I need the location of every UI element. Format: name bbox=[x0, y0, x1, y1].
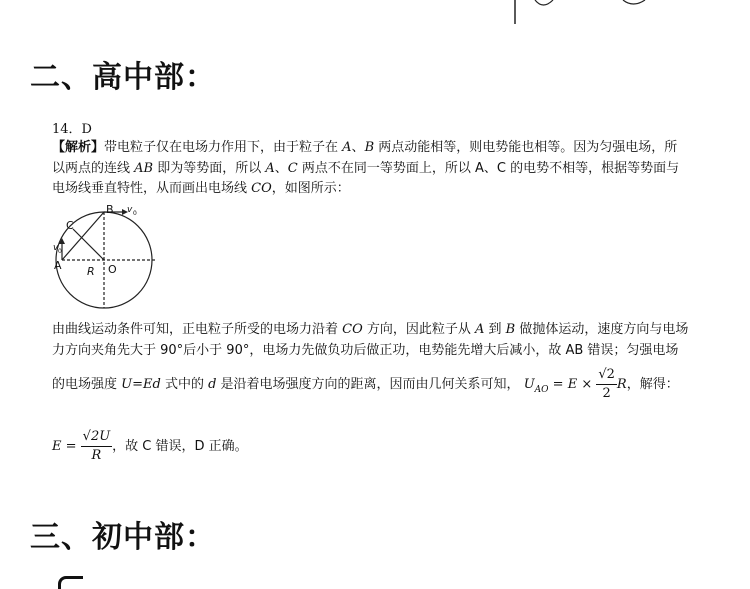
var-b: B bbox=[364, 140, 375, 155]
var-d: d bbox=[208, 377, 217, 392]
formula-u-ed: U=Ed bbox=[121, 377, 161, 392]
text-run: ，解得： bbox=[626, 377, 679, 392]
fraction-sqrt2u-over-r bbox=[81, 428, 113, 465]
var-co: CO bbox=[342, 322, 363, 337]
text-run: 以两点的连线 bbox=[52, 161, 135, 176]
label-o: O bbox=[108, 263, 117, 276]
var-co: CO bbox=[251, 181, 272, 196]
var-a: A bbox=[475, 322, 485, 337]
label-b: B bbox=[106, 203, 114, 216]
text-run: 由曲线运动条件可知，正电粒子所受的电场力沿着 bbox=[52, 322, 343, 337]
var-r: R bbox=[616, 377, 627, 392]
analysis-line-6 bbox=[52, 366, 679, 408]
text-run: 、 bbox=[351, 140, 365, 155]
formula-sub-ao: AO bbox=[534, 385, 549, 395]
analysis-line-7 bbox=[52, 428, 248, 465]
label-v0-top: v bbox=[127, 205, 133, 215]
text-run: 两点动能相等，则电势能也相等。因为匀强电场，所 bbox=[374, 140, 678, 155]
label-a: A bbox=[54, 259, 62, 272]
analysis-line-3 bbox=[52, 177, 350, 196]
formula-e-lhs: E = bbox=[52, 439, 77, 454]
fraction-sqrt2-over-2 bbox=[596, 366, 617, 403]
formula-u-ao bbox=[523, 377, 593, 395]
text-run: 的电场强度 bbox=[52, 377, 122, 392]
text-run: 带电粒子仅在电场力作用下，由于粒子在 bbox=[104, 140, 343, 155]
text-run: 做抛体运动，速度方向与电场 bbox=[515, 322, 689, 337]
formula-eq: = E × bbox=[548, 377, 593, 392]
heading-junior: 三、初中部： bbox=[30, 520, 216, 555]
fraction-numerator: √2U bbox=[81, 428, 113, 447]
text-run: 即为等势面，所以 bbox=[153, 161, 266, 176]
label-v0-left: v bbox=[53, 243, 59, 253]
text-run: 是沿着电场强度方向的距离，因而由几何关系可知， bbox=[216, 377, 520, 392]
fraction-numerator: √2 bbox=[596, 366, 617, 385]
analysis-line-4 bbox=[52, 318, 688, 337]
var-c: C bbox=[287, 161, 298, 176]
line-co bbox=[73, 229, 104, 260]
text-run: 两点不在同一等势面上，所以 A、C 的电势不相等，根据等势面与 bbox=[297, 161, 680, 176]
text-run: 、 bbox=[274, 161, 288, 176]
text-run: 到 bbox=[484, 322, 506, 337]
var-a: A bbox=[342, 140, 352, 155]
label-v0-top-sub: 0 bbox=[133, 210, 137, 217]
top-cropped-sketch bbox=[505, 0, 665, 30]
circle-diagram bbox=[52, 203, 164, 311]
question-number: 14．D bbox=[52, 122, 92, 137]
analysis-line-2 bbox=[52, 157, 679, 176]
label-c: C bbox=[66, 219, 74, 232]
fraction-denominator: R bbox=[91, 448, 102, 463]
text-run: ，故 C 错误，D 正确。 bbox=[112, 439, 248, 454]
formula-u: U bbox=[523, 377, 535, 392]
analysis-line-1 bbox=[52, 136, 677, 155]
var-ab: AB bbox=[134, 161, 154, 176]
text-run: 方向，因此粒子从 bbox=[362, 322, 476, 337]
text-run: ，如图所示： bbox=[271, 181, 350, 196]
heading-senior: 二、高中部： bbox=[30, 60, 216, 95]
var-a: A bbox=[265, 161, 275, 176]
label-r: R bbox=[87, 265, 95, 278]
analysis-label: 【解析】 bbox=[52, 140, 105, 155]
text-run: 式中的 bbox=[160, 377, 209, 392]
text-run: 电场线垂直特性，从而画出电场线 bbox=[52, 181, 252, 196]
fraction-denominator: 2 bbox=[602, 386, 611, 401]
cropped-next-content bbox=[58, 576, 83, 589]
analysis-line-5: 力方向夹角先大于 90°后小于 90°，电场力先做负功后做正功，电势能先增大后减小，故 AB 错误；匀强电场 bbox=[52, 343, 679, 358]
var-b: B bbox=[505, 322, 516, 337]
label-v0-left-sub: 0 bbox=[58, 248, 62, 255]
